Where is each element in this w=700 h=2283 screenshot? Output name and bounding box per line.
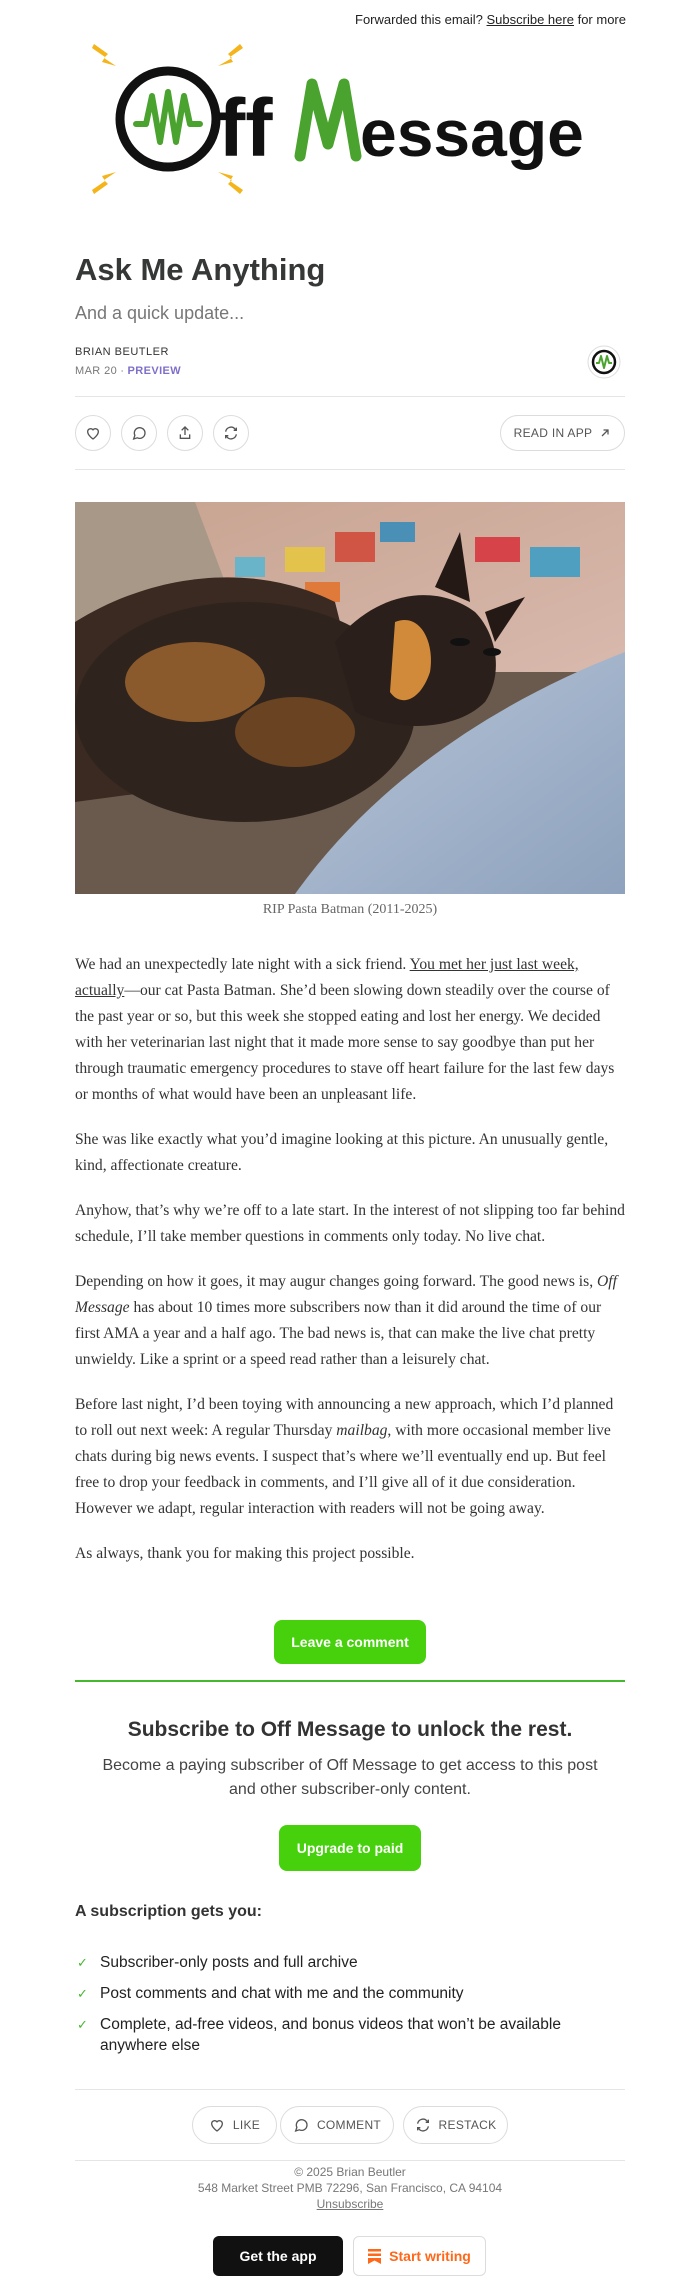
met-her-link[interactable]: You met her just last week, actually <box>75 956 579 999</box>
upgrade-to-paid-button[interactable]: Upgrade to paid <box>279 1825 421 1871</box>
paywall-text: Become a paying subscriber of Off Message to get access to this post and other subscriber-only content. <box>102 1757 598 1798</box>
forwarded-notice <box>355 12 626 27</box>
like-label: LIKE <box>232 2118 261 2132</box>
paragraph: Depending on how it goes, it may augur changes going forward. The good news is, Off Message has about 10 times more subscribers now than it did around the time of our first AMA a year and a half ago. The bad news is, that can make the live chat pretty unwieldy. Like a sprint or a speed read rather than a leisurely chat. <box>75 1273 617 1368</box>
comment-button[interactable] <box>121 415 157 451</box>
restack-label: RESTACK <box>438 2118 497 2132</box>
start-writing-button[interactable] <box>353 2236 486 2276</box>
start-writing-label: Start writing <box>389 2248 471 2264</box>
forwarded-suffix: for more <box>577 12 626 27</box>
restack-button[interactable] <box>213 415 249 451</box>
address: 548 Market Street PMB 72296, San Francisco, CA 94104 <box>197 2181 503 2195</box>
paragraph: She was like exactly what you’d imagine looking at this picture. An unusually gentle, kind, affectionate creature. <box>75 1131 609 1174</box>
check-icon: ✓ <box>77 1986 88 2001</box>
post-body <box>75 952 627 1586</box>
post-meta <box>75 365 181 377</box>
image-caption: RIP Pasta Batman (2011-2025) <box>262 902 438 917</box>
footer-comment-button[interactable] <box>280 2106 394 2144</box>
divider <box>75 469 625 470</box>
paywall-title: Subscribe to Off Message to unlock the rest. <box>127 1718 573 1741</box>
post-image-cat[interactable] <box>75 502 625 894</box>
comment-icon <box>131 425 147 441</box>
footer-like-button[interactable] <box>192 2106 277 2144</box>
list-item: ✓ Complete, ad-free videos, and bonus videos that won’t be available anywhere else <box>77 2016 561 2054</box>
preview-badge: PREVIEW <box>127 365 182 377</box>
logo-m-pulse <box>300 84 356 156</box>
get-the-app-button[interactable]: Get the app <box>213 2236 343 2276</box>
paywall-divider <box>75 1680 625 1682</box>
share-icon <box>177 425 193 441</box>
divider <box>75 2160 625 2161</box>
post-subtitle: And a quick update... <box>75 303 245 323</box>
comment-label: COMMENT <box>316 2118 382 2132</box>
post-title[interactable]: Ask Me Anything <box>75 252 326 287</box>
unsubscribe-container <box>75 2197 625 2211</box>
logo-ff: ff <box>218 83 273 174</box>
divider <box>75 2089 625 2090</box>
read-in-app-button[interactable] <box>500 415 625 451</box>
author-name[interactable]: BRIAN BEUTLER <box>75 346 169 358</box>
read-in-app-label: READ IN APP <box>513 426 593 440</box>
paragraph: We had an unexpectedly late night with a sick friend. You met her just last week, actually—our cat Pasta Batman. She’d been slowing down steadily over the course of the past year or so, but this week she stopped eating and lost her energy. We decided with her veterinarian last night that it made more sense to say goodbye than put her through traumatic emergency procedures to stave off heart failure for the last few days or months of what would have been an unpleasant life. <box>75 956 615 1103</box>
meta-separator: ∙ <box>120 365 125 377</box>
paragraph: Anyhow, that’s why we’re off to a late start. In the interest of not slipping too far behind schedule, I’ll take member questions in comments only today. No live chat. <box>75 1202 625 1245</box>
benefits-list <box>75 1952 625 2066</box>
logo-o-ring <box>120 71 216 167</box>
logo-essage: essage <box>360 96 584 170</box>
footer-restack-button[interactable] <box>403 2106 508 2144</box>
leave-comment-button[interactable]: Leave a comment <box>274 1620 426 1664</box>
heartbeat-icon <box>136 92 200 142</box>
share-button[interactable] <box>167 415 203 451</box>
off-message-logo[interactable] <box>90 44 610 194</box>
post-date: MAR 20 <box>75 365 118 377</box>
restack-icon <box>223 425 239 441</box>
comment-icon <box>293 2117 309 2133</box>
subscribe-here-link[interactable]: Subscribe here <box>486 12 574 27</box>
check-icon: ✓ <box>77 2017 88 2032</box>
arrow-up-right-icon <box>599 427 611 439</box>
author-avatar[interactable] <box>587 345 621 379</box>
copyright: © 2025 Brian Beutler <box>294 2165 406 2179</box>
heart-icon <box>85 425 101 441</box>
subscription-benefits-title: A subscription gets you: <box>75 1903 262 1920</box>
heart-icon <box>209 2117 225 2133</box>
divider <box>75 396 625 397</box>
like-button[interactable] <box>75 415 111 451</box>
restack-icon <box>415 2117 431 2133</box>
unsubscribe-link[interactable]: Unsubscribe <box>316 2197 384 2211</box>
paragraph: As always, thank you for making this project possible. <box>75 1545 415 1562</box>
substack-icon <box>368 2249 381 2264</box>
paragraph: Before last night, I’d been toying with announcing a new approach, which I’d planned to roll out next week: A regular Thursday mailbag, with more occasional member live chats during big news events. I suspect that’s where we’ll eventually end up. But feel free to drop your feedback in comments, and I’ll give all of it due consideration. However we adapt, regular interaction with readers will not be going away. <box>75 1396 614 1517</box>
list-item: ✓ Subscriber-only posts and full archive <box>77 1954 358 1971</box>
check-icon: ✓ <box>77 1955 88 1970</box>
list-item: ✓ Post comments and chat with me and the community <box>77 1985 464 2002</box>
forwarded-text: Forwarded this email? <box>355 12 483 27</box>
